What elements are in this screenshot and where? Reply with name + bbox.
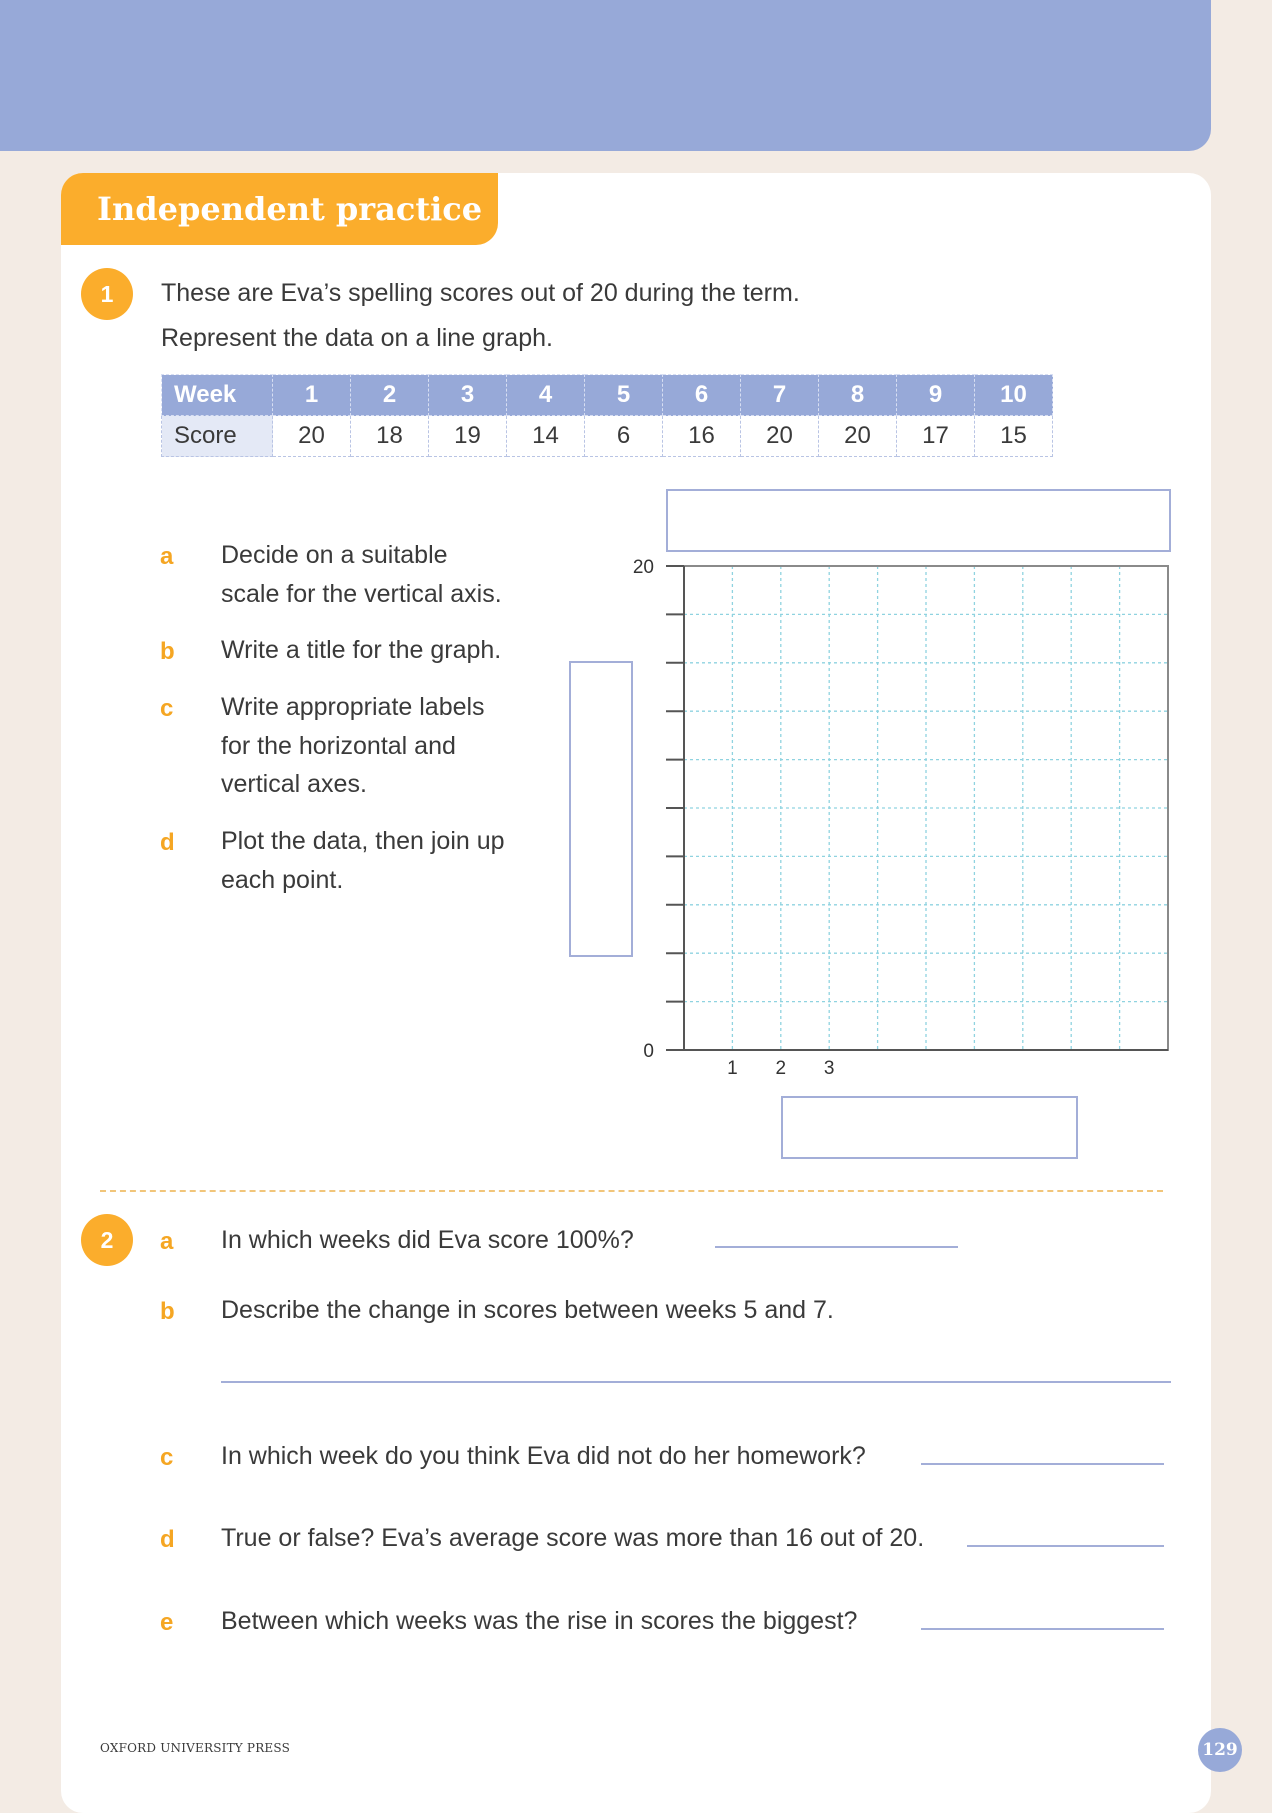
question-2-badge: 2 [81,1214,133,1266]
q1-part-d-line1: Plot the data, then join up [221,827,505,855]
q1-part-a-line1: Decide on a suitable [221,541,448,569]
table-row-label: Score [162,416,273,457]
horizontal-axis-label-box[interactable] [781,1096,1078,1159]
section-tab [61,173,498,245]
q1-part-c-line3: vertical axes. [221,770,367,798]
page-number: 129 [1198,1728,1242,1772]
score-cell: 15 [975,416,1053,457]
q2-part-c-text: In which week do you think Eva did not do her homework? [221,1442,866,1470]
table-row-weeks [162,375,1053,416]
q2-part-a-letter: a [160,1228,174,1255]
section-divider [100,1190,1163,1192]
question-1-badge: 1 [81,268,133,320]
q2-c-answer-line[interactable] [921,1463,1164,1465]
week-cell: 8 [819,375,897,416]
score-cell: 16 [663,416,741,457]
week-cell: 5 [585,375,663,416]
week-cell: 4 [507,375,585,416]
top-header-band [0,0,1211,151]
q2-a-answer-line[interactable] [715,1246,958,1248]
score-cell: 6 [585,416,663,457]
x-axis-tick-label: 3 [823,1058,835,1079]
week-cell: 10 [975,375,1053,416]
score-cell: 18 [351,416,429,457]
q1-part-b-letter: b [160,638,175,665]
week-cell: 1 [273,375,351,416]
x-axis-tick-label: 2 [775,1058,787,1079]
score-cell: 20 [741,416,819,457]
score-cell: 17 [897,416,975,457]
score-cell: 20 [273,416,351,457]
week-cell: 6 [663,375,741,416]
y-axis-tick-label-0: 0 [643,1041,654,1062]
q1-part-d-line2: each point. [221,866,344,894]
q1-intro-line1: These are Eva’s spelling scores out of 20 during the term. [161,279,800,307]
score-cell: 20 [819,416,897,457]
section-title: Independent practice [97,190,483,228]
q2-e-answer-line[interactable] [921,1628,1164,1630]
graph-gridlines [684,566,1168,1050]
q1-part-b-line1: Write a title for the graph. [221,636,502,664]
q2-part-e-letter: e [160,1609,174,1636]
scores-table [161,374,1053,457]
table-row-scores [162,416,1053,457]
q2-part-c-letter: c [160,1444,174,1471]
q2-b-answer-line[interactable] [221,1381,1171,1383]
q2-d-answer-line[interactable] [967,1545,1164,1547]
line-graph-grid[interactable] [620,540,1180,1080]
q1-part-a-letter: a [160,543,174,570]
q2-part-b-text: Describe the change in scores between weeks 5 and 7. [221,1296,834,1324]
q2-part-d-letter: d [160,1526,175,1553]
publisher-footer: OXFORD UNIVERSITY PRESS [100,1741,291,1755]
q1-part-c-line1: Write appropriate labels [221,693,485,721]
q1-part-c-letter: c [160,695,174,722]
table-row-label: Week [162,375,273,416]
week-cell: 3 [429,375,507,416]
q1-part-d-letter: d [160,829,175,856]
q2-part-d-text: True or false? Eva’s average score was more than 16 out of 20. [221,1524,925,1552]
week-cell: 9 [897,375,975,416]
q2-part-a-text: In which weeks did Eva score 100%? [221,1226,634,1254]
week-cell: 7 [741,375,819,416]
week-cell: 2 [351,375,429,416]
score-cell: 19 [429,416,507,457]
y-axis-tick-label-20: 20 [632,557,654,578]
x-axis-tick-label: 1 [727,1058,738,1079]
q1-part-c-line2: for the horizontal and [221,732,456,760]
score-cell: 14 [507,416,585,457]
q2-part-e-text: Between which weeks was the rise in scores the biggest? [221,1607,858,1635]
q1-part-a-line2: scale for the vertical axis. [221,580,502,608]
q2-part-b-letter: b [160,1298,175,1325]
q1-intro-line2: Represent the data on a line graph. [161,324,553,352]
